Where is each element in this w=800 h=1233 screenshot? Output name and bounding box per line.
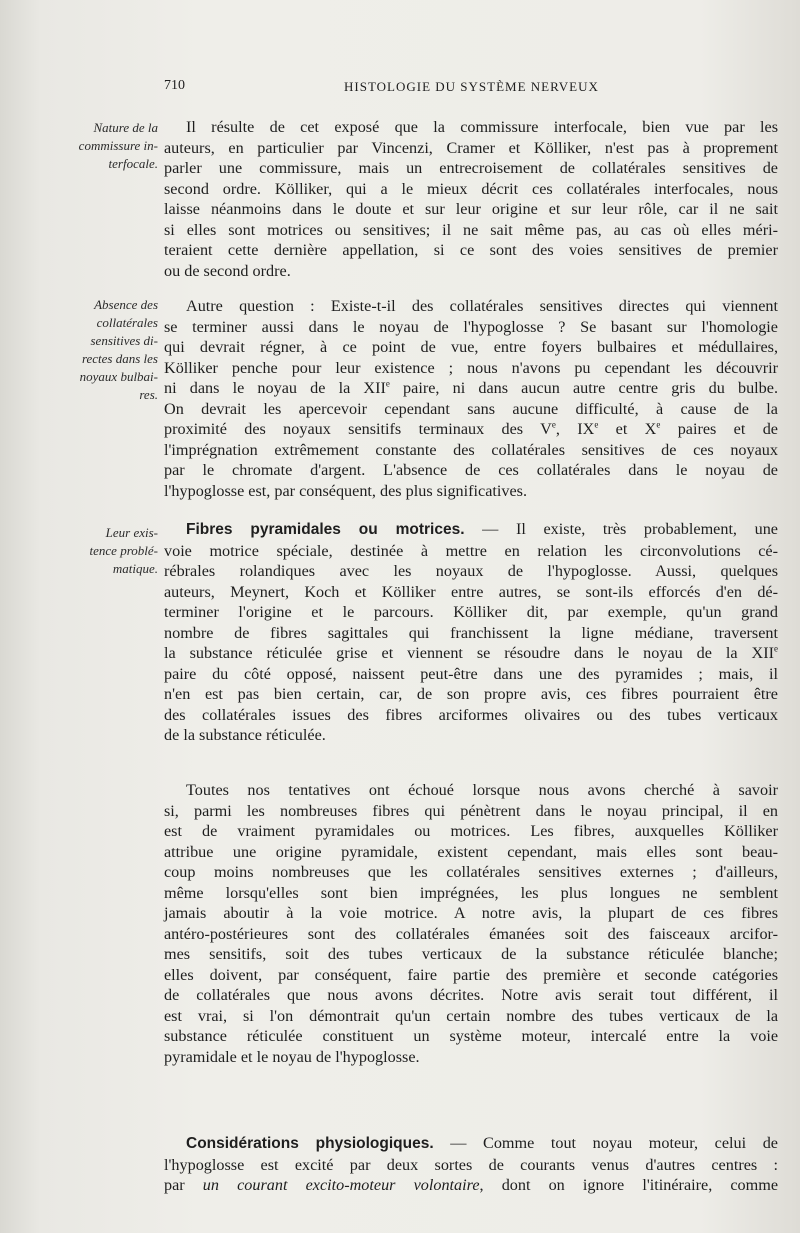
section-heading-considerations: Considérations physiologiques. [186, 1135, 434, 1152]
page-number: 710 [164, 78, 185, 93]
running-title: HISTOLOGIE DU SYSTÈME NERVEUX [344, 79, 599, 94]
paragraph-tentatives: Toutes nos tentatives ont échoué lorsque nous avons cherché à savoir si, parmi les nombreuses fibres qui pénètrent dans le noyau principal, il en est de vraiment pyramidales ou motrices. Les fibres, auxquelles Kölliker attribue une origine pyramidale, existent cependant, mais elles sont beau- coup moins nombreuses que les collatérales sensitives externes ; d'ailleurs, même lorsqu'elles sont bien imprégnées, les plus longues ne semblent jamais aboutir à la voie motrice. A notre avis, la plupart de ces fibres antéro-postérieures sont des collatérales émanées soit des faisceaux arcifor- mes sensitifs, soit des tubes verticaux de la substance réticulée blanche; elles doivent, par conséquent, faire partie des première et seconde catégories de collatérales que nous avons décrites. Notre avis serait tout différent, il est vrai, si l'on démontrait qu'un certain nombre des tubes verticaux de la substance réticulée constituent un système moteur, intercalé entre la voie pyramidale et le noyau de l'hypoglosse. [164, 781, 778, 1066]
section-fibres-pyramidales: Fibres pyramidales ou motrices. — Il existe, très probablement, une voie motrice spéciale, destinée à mettre en relation les circonvolutions cé- rébrales rolandiques avec les noyaux de l'hypoglosse. Aussi, quelques auteurs, Meynert, Koch et Kölliker entre autres, se sont-ils efforcés d'en dé- terminer l'origine et le parcours. Kölliker dit, par exemple, qu'un grand nombre de fibres sagittales qui franchissent la ligne médiane, traversent la substance réticulée grise et viennent se résoudre dans le noyau de la XIIe paire du côté opposé, naissent peut-être dans une des pyramides ; mais, il n'en est pas bien certain, car, de son propre avis, ces fibres pourraient être des collatérales issues des fibres arciformes olivaires ou des tubes verticaux de la substance réticulée. [164, 520, 778, 744]
section-considerations: Considérations physiologiques. — Comme tout noyau moteur, celui de l'hypoglosse est excité par deux sortes de courants venus d'autres centres : par un courant excito-moteur volontaire, dont on ignore l'itinéraire, comme [164, 1134, 779, 1194]
running-header [164, 78, 784, 98]
section-heading-fibres: Fibres pyramidales ou motrices. [186, 521, 465, 538]
paragraph-commissure: Il résulte de cet exposé que la commissure interfocale, bien vue par les auteurs, en particulier par Vincenzi, Cramer et Kölliker, n'est pas à proprement parler une commissure, mais un entrecroisement de collatérales sensitives de second ordre. Kölliker, qui a le mieux décrit ces collatérales interfocales, nous laisse néanmoins dans le doute et sur leur origine et sur leur rôle, car il ne sait si elles sont motrices ou sensitives; il ne sait même pas, au cas où elles méri- teraient cette dernière appellation, si ce sont des voies sensitives de premier ou de second ordre. [164, 118, 778, 280]
margin-note-absence: Absence des collatérales sensitives di- rectes dans les noyaux bulbai- res. [79, 297, 158, 402]
paragraph-collaterales: Autre question : Existe-t-il des collatérales sensitives directes qui viennent se terminer aussi dans le noyau de l'hypoglosse ? Se basant sur l'homologie qui devrait régner, à ce point de vue, entre foyers bulbaires et médullaires, Kölliker penche pour leur existence ; nous n'avons pu cependant les découvrir ni dans le noyau de la XIIe paire, ni dans aucun autre centre gris du bulbe. On devrait les apercevoir cependant sans aucune difficulté, à cause de la proximité des noyaux sensitifs terminaux des Ve, IXe et Xe paires et de l'imprégnation extrêmement constante des collatérales sensitives de ces noyaux par le chromate d'argent. L'absence de ces collatérales dans le noyau de l'hypoglosse est, par conséquent, des plus significatives. [164, 297, 778, 500]
margin-note-existence: Leur exis- tence problé- matique. [89, 525, 158, 576]
margin-note-commissure: Nature de la commissure in- terfocale. [78, 120, 158, 171]
